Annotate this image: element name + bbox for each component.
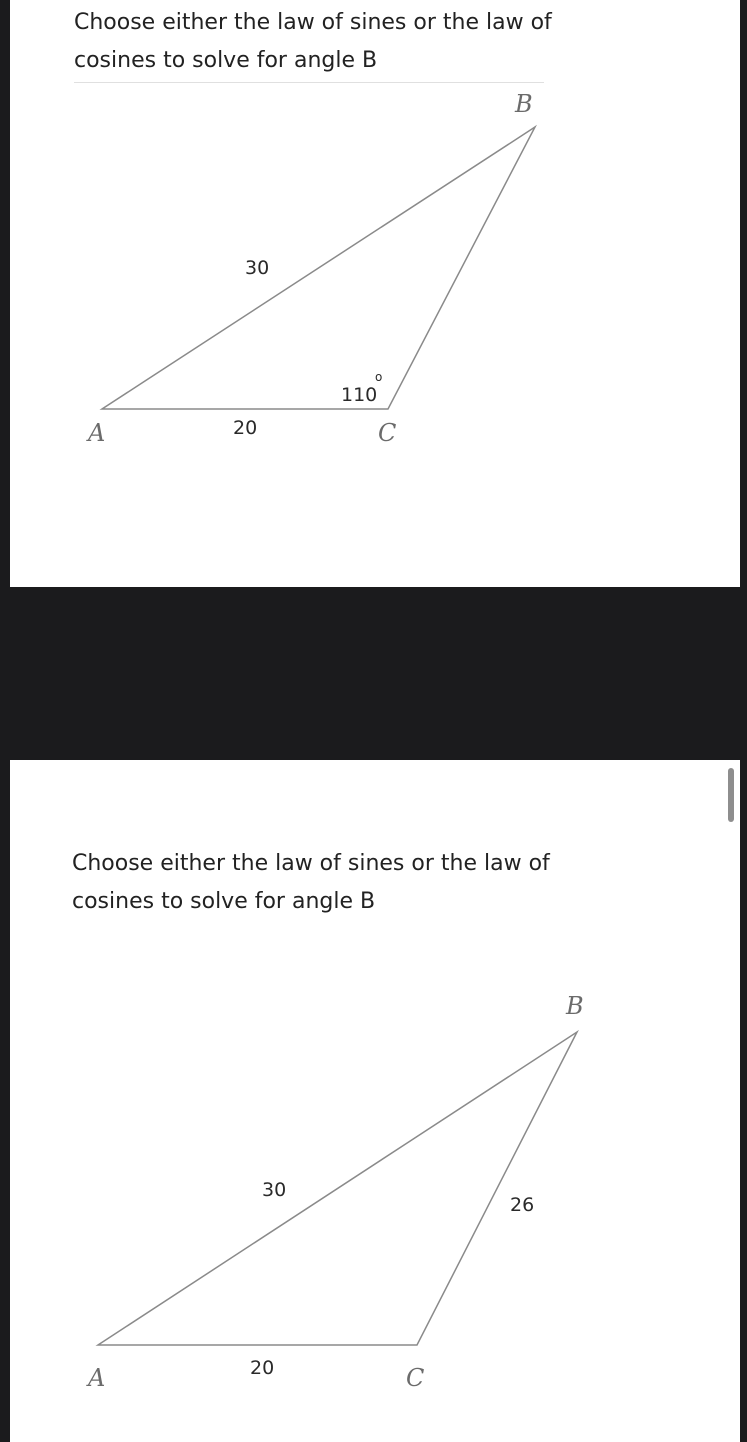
vertex-label-b: B [566, 992, 584, 1020]
side-label-ab: 30 [245, 257, 270, 279]
side-label-ac: 20 [233, 417, 258, 439]
question-text: Choose either the law of sines or the law of cosines to solve for angle B [74, 10, 552, 73]
side-label-bc: 26 [510, 1194, 535, 1216]
vertex-label-c: C [378, 419, 397, 447]
angle-label-c: 110 [341, 384, 378, 406]
vertex-label-a: A [88, 419, 106, 447]
scrollbar[interactable] [728, 768, 734, 822]
vertex-label-b: B [515, 90, 533, 118]
side-label-ab: 30 [262, 1179, 287, 1201]
question-text: Choose either the law of sines or the law of cosines to solve for angle B [72, 851, 550, 914]
vertex-label-c: C [406, 1364, 425, 1392]
degree-mark: o [375, 370, 383, 384]
triangle-outline [98, 1032, 577, 1345]
vertex-label-a: A [88, 1364, 106, 1392]
side-label-ac: 20 [250, 1357, 275, 1379]
